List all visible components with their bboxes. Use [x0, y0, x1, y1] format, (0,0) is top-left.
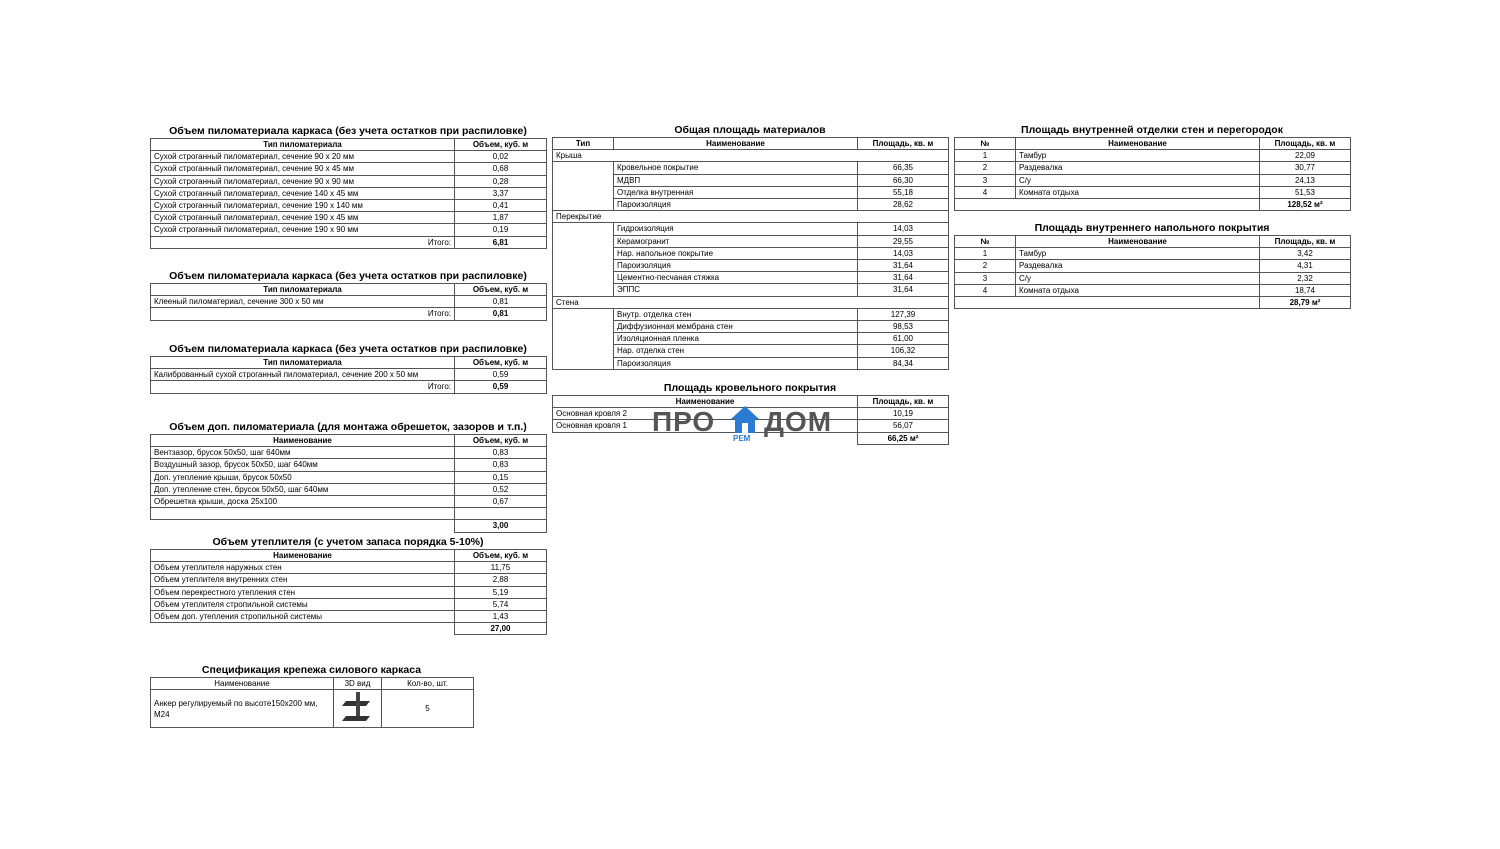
table-row: 1 Тамбур 3,42 — [955, 248, 1351, 260]
table-row: Калиброванный сухой строганный пиломатериал, сечение 200 x 50 мм 0,59 — [151, 369, 547, 381]
extra-lumber-table — [150, 421, 546, 533]
total-row: 27,00 — [151, 623, 547, 635]
table-row: Объем утеплителя внутренних стен 2,88 — [151, 574, 547, 586]
table-header: Наименование 3D вид Кол-во, шт. — [151, 678, 474, 690]
table-row: Пароизоляция 28,62 — [553, 199, 949, 211]
table-header: Тип пиломатериала Объем, куб. м — [151, 139, 547, 151]
table-row: Вентзазор, брусок 50x50, шаг 640мм 0,83 — [151, 447, 547, 459]
table-row: Пароизоляция 31,64 — [553, 260, 949, 272]
roof-title: Площадь кровельного покрытия — [663, 382, 837, 394]
table-row: Доп. утепление крыши, брусок 50x50 0,15 — [151, 471, 547, 483]
table-row: Пароизоляция 84,34 — [553, 357, 949, 369]
table-row — [151, 508, 547, 520]
total-row: Итого: 0,59 — [151, 381, 547, 393]
table-row: 4 Комната отдыха 51,53 — [955, 186, 1351, 198]
total-row: Итого: 6,81 — [151, 236, 547, 248]
materials-table — [552, 124, 948, 370]
table-row: 3 С/у 2,32 — [955, 272, 1351, 284]
total-row: 3,00 — [151, 520, 547, 532]
floors-title: Площадь внутреннего напольного покрытия — [1034, 222, 1270, 234]
group-row-wall: Стена — [553, 296, 949, 308]
total-row: 128,52 м² — [955, 199, 1351, 211]
table-row: Клееный пиломатериал, сечение 300 x 50 мм 0,81 — [151, 296, 547, 308]
fasteners-title: Спецификация крепежа силового каркаса — [201, 664, 422, 676]
total-row: Итого: 0,81 — [151, 308, 547, 320]
table-row: Обрешетка крыши, доска 25x100 0,67 — [151, 496, 547, 508]
insulation-table — [150, 536, 546, 635]
table-row: Цементно-песчаная стяжка 31,64 — [553, 272, 949, 284]
table-row: Доп. утепление стен, брусок 50x50, шаг 640мм 0,52 — [151, 483, 547, 495]
table-row: 4 Комната отдыха 18,74 — [955, 284, 1351, 296]
table-row: Отделка внутренная 55,18 — [553, 186, 949, 198]
table-header: Наименование Объем, куб. м — [151, 550, 547, 562]
table-header: № Наименование Площадь, кв. м — [955, 236, 1351, 248]
extra-lumber-title: Объем доп. пиломатериала (для монтажа обрешеток, зазоров и т.п.) — [169, 421, 527, 433]
table-header: Тип пиломатериала Объем, куб. м — [151, 357, 547, 369]
group-row-roof: Крыша — [553, 150, 949, 162]
table-row: Сухой строганный пиломатериал, сечение 90 x 90 мм 0,28 — [151, 175, 547, 187]
floors-table — [954, 222, 1350, 309]
table-header: № Наименование Площадь, кв. м — [955, 138, 1351, 150]
anchor-3d-view — [334, 690, 382, 728]
total-row: 28,79 м² — [955, 297, 1351, 309]
table-row: 1 Тамбур 22,09 — [955, 150, 1351, 162]
table-row: Гидроизоляция 14,03 — [553, 223, 949, 235]
total-row: 66,25 м² — [553, 432, 949, 444]
walls-table — [954, 124, 1350, 211]
lumber-table-1-title: Объем пиломатериала каркаса (без учета остатков при распиловке) — [169, 125, 527, 137]
lumber-table-3-title: Объем пиломатериала каркаса (без учета остатков при распиловке) — [169, 343, 527, 355]
table-row: Сухой строганный пиломатериал, сечение 190 x 140 мм 0,41 — [151, 200, 547, 212]
table-row: Сухой строганный пиломатериал, сечение 90 x 20 мм 0,02 — [151, 151, 547, 163]
table-row: Нар. напольное покрытие 14,03 — [553, 247, 949, 259]
table-row: Основная кровля 2 10,19 — [553, 408, 949, 420]
prodom-logo: ПРО РЕМ ДОМ — [652, 406, 833, 443]
table-header: Наименование Объем, куб. м — [151, 435, 547, 447]
materials-title: Общая площадь материалов — [674, 124, 826, 136]
table-row: Диффузионная мембрана стен 98,53 — [553, 321, 949, 333]
fasteners-table — [150, 664, 473, 728]
table-header: Тип Наименование Площадь, кв. м — [553, 138, 949, 150]
table-row: МДВП 66,30 — [553, 174, 949, 186]
anchor-icon — [340, 690, 376, 724]
table-row: Объем перекрестного утепления стен 5,19 — [151, 586, 547, 598]
table-header: Тип пиломатериала Объем, куб. м — [151, 284, 547, 296]
table-row: 2 Раздевалка 4,31 — [955, 260, 1351, 272]
table-row: Нар. отделка стен 106,32 — [553, 345, 949, 357]
table-row: Объем доп. утепления стропильной системы 1,43 — [151, 611, 547, 623]
table-row: Анкер регулируемый по высоте150x200 мм, M24 5 — [151, 690, 474, 728]
table-row: Сухой строганный пиломатериал, сечение 140 x 45 мм 3,37 — [151, 187, 547, 199]
table-row: Кровельное покрытие 66,35 — [553, 162, 949, 174]
lumber-table-2-title: Объем пиломатериала каркаса (без учета остатков при распиловке) — [169, 270, 527, 282]
table-row: Объем утеплителя стропильной системы 5,74 — [151, 598, 547, 610]
house-icon — [730, 404, 760, 434]
table-row: Сухой строганный пиломатериал, сечение 190 x 90 мм 0,19 — [151, 224, 547, 236]
table-header: Наименование Площадь, кв. м — [553, 396, 949, 408]
table-row: Изоляционная пленка 61,00 — [553, 333, 949, 345]
table-row: Воздушный зазор, брусок 50x50, шаг 640мм 0,83 — [151, 459, 547, 471]
table-row: Основная кровля 1 56,07 — [553, 420, 949, 432]
table-row: Керамогранит 29,55 — [553, 235, 949, 247]
table-row: ЭППС 31,64 — [553, 284, 949, 296]
table-row: Сухой строганный пиломатериал, сечение 90 x 45 мм 0,68 — [151, 163, 547, 175]
lumber-table-2 — [150, 270, 546, 321]
insulation-title: Объем утеплителя (с учетом запаса порядка 5-10%) — [212, 536, 484, 548]
table-row: Внутр. отделка стен 127,39 — [553, 308, 949, 320]
group-row-floor: Перекрытие — [553, 211, 949, 223]
lumber-table-1 — [150, 125, 546, 249]
table-row: 2 Раздевалка 30,77 — [955, 162, 1351, 174]
walls-title: Площадь внутренней отделки стен и перегородок — [1021, 124, 1283, 136]
table-row: Объем утеплителя наружных стен 11,75 — [151, 562, 547, 574]
lumber-table-3 — [150, 343, 546, 394]
table-row: Сухой строганный пиломатериал, сечение 190 x 45 мм 1,87 — [151, 212, 547, 224]
table-row: 3 С/у 24,13 — [955, 174, 1351, 186]
